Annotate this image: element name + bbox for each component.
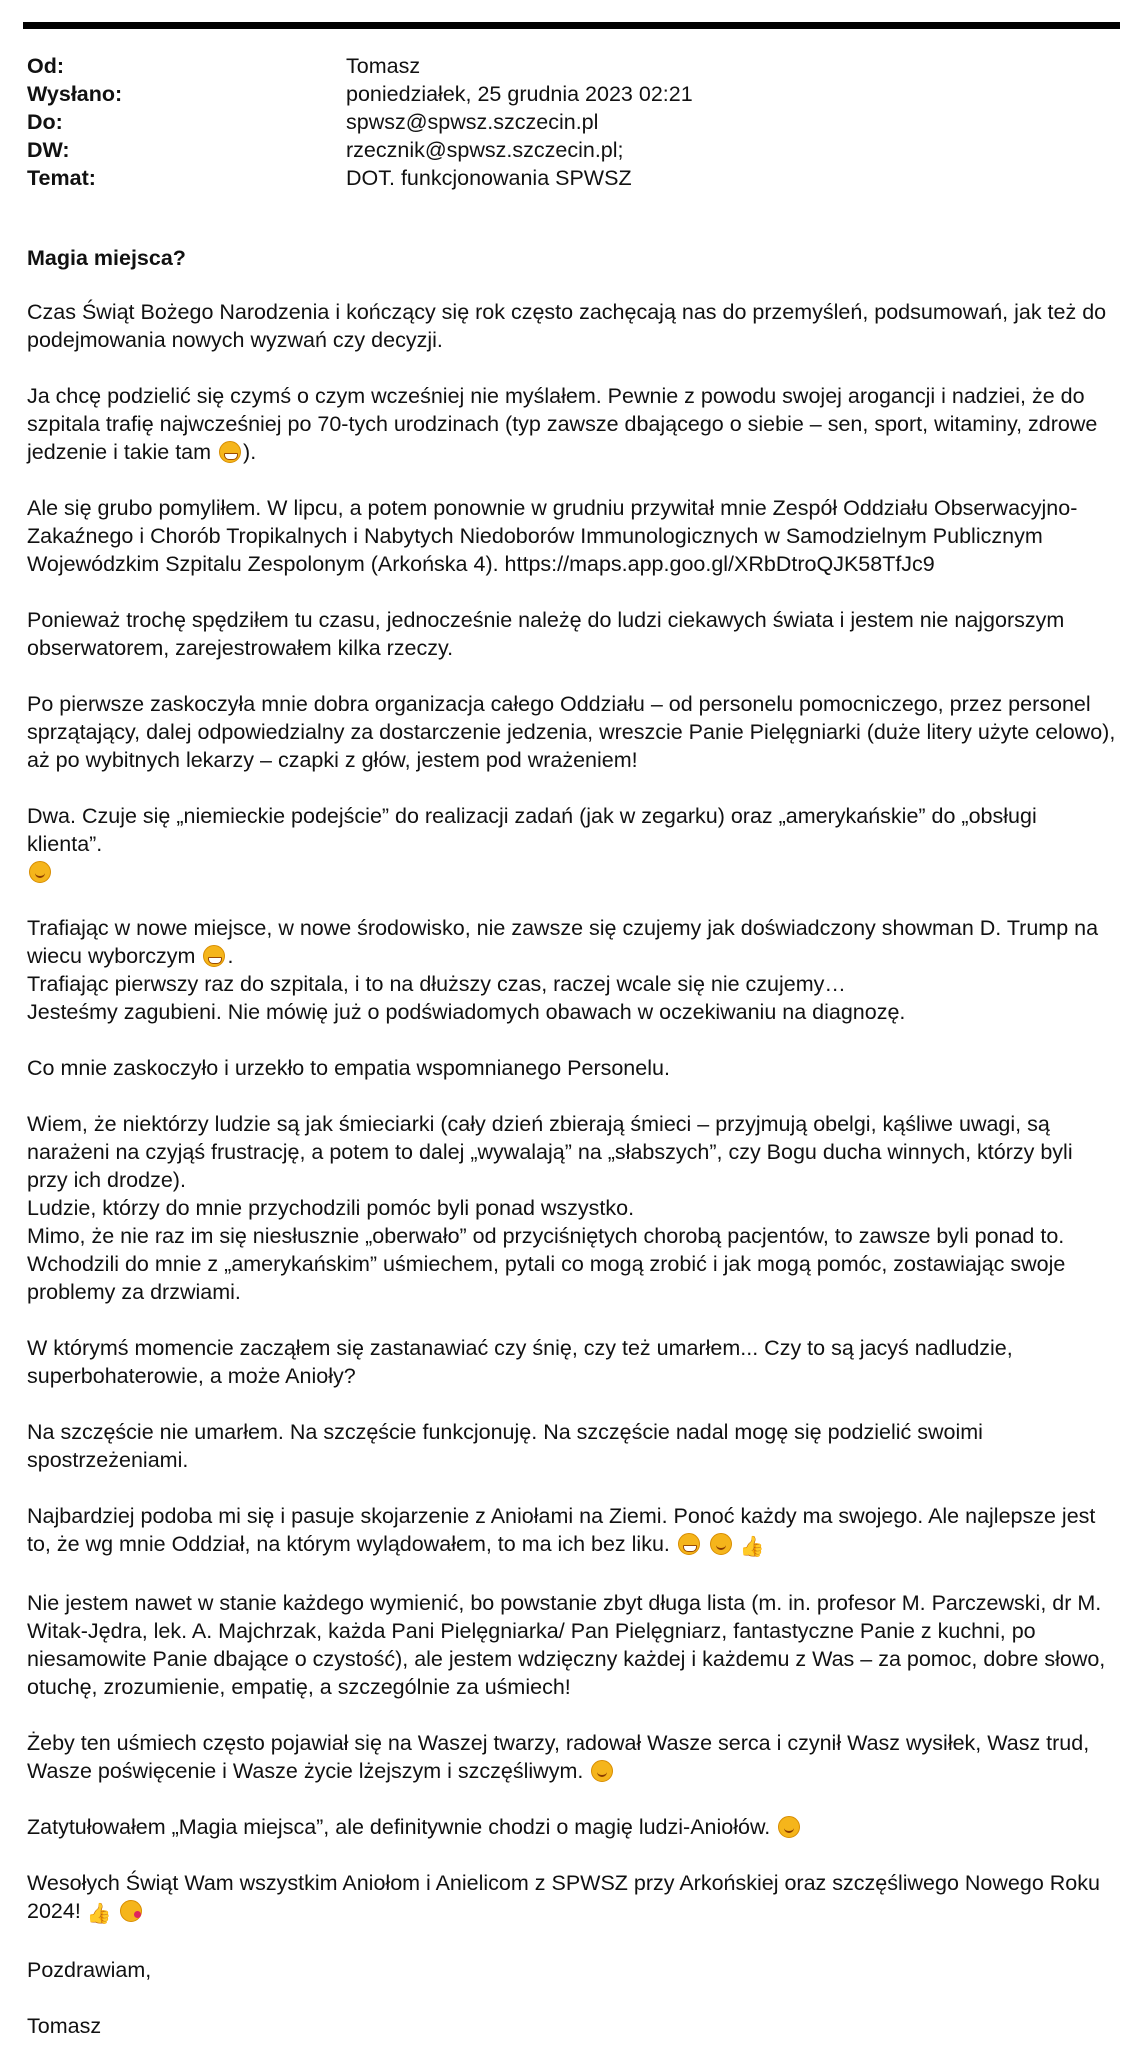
signature-text: Tomasz <box>27 2014 102 2038</box>
sent-value: poniedziałek, 25 grudnia 2023 02:21 <box>346 82 693 106</box>
smiling-face-icon <box>29 861 51 883</box>
paragraph-3 <box>27 494 1117 578</box>
grinning-face-icon <box>203 945 225 967</box>
body-title: Magia miejsca? <box>27 246 186 270</box>
from-label: Od: <box>27 54 65 78</box>
closing-text: Pozdrawiam, <box>27 1958 152 1982</box>
paragraph-16-text: Wesołych Świąt Wam wszystkim Aniołom i Anielicom z SPWSZ przy Arkońskiej oraz szczęśliwego Nowego Roku 2024! <box>27 1871 1100 1923</box>
closing <box>27 1956 1117 1984</box>
paragraph-9-line-4: Wchodzili do mnie z „amerykańskim” uśmiechem, pytali co mogą zrobić i jak mogą pomóc, zostawiając swoje problemy za drzwiami. <box>27 1252 1066 1304</box>
cc-label: DW: <box>27 138 70 162</box>
thumbs-up-icon: 👍 <box>86 1903 112 1925</box>
paragraph-4 <box>27 606 1117 662</box>
paragraph-13-text: Nie jestem nawet w stanie każdego wymienić, bo powstanie zbyt długa lista (m. in. profesor M. Parczewski, dr M. Witak-Jędra, lek. A. Majchrzak, każda Pani Pielęgniarka/ Pan Pielęgniarz, fantastyczne Panie z kuchni, po niesamowite Panie dbające o czystość), ale jestem wdzięczny każdej i każdemu z Was – za pomoc, dobre słowo, otuchę, zrozumienie, empatię, a szczególnie za uśmiech! <box>27 1591 1106 1699</box>
paragraph-7-line-3: Jesteśmy zagubieni. Nie mówię już o podświadomych obawach w oczekiwaniu na diagnozę. <box>27 1000 906 1024</box>
paragraph-14-text: Żeby ten uśmiech często pojawiał się na Waszej twarzy, radował Wasze serca i czynił Wasz wysiłek, Wasz trud, Wasze poświęcenie i Wasze życie lżejszym i szczęśliwym. <box>27 1731 1090 1783</box>
paragraph-9-line-1: Wiem, że niektórzy ludzie są jak śmieciarki (cały dzień zbierają śmieci – przyjmują obelgi, kąśliwe uwagi, są narażeni na czyjąś frustrację, a potem to dalej „wywalają” na „słabszych”, czy Bogu ducha winnych, którzy byli przy ich drodze). <box>27 1112 1073 1192</box>
to-label: Do: <box>27 110 63 134</box>
paragraph-9-line-3: Mimo, że nie raz im się niesłusznie „oberwało” od przyciśniętych chorobą pacjentów, to zawsze byli ponad to. <box>27 1224 1065 1248</box>
cc-value: rzecznik@spwsz.szczecin.pl; <box>346 138 624 162</box>
signature <box>27 2012 1117 2040</box>
paragraph-8-text: Co mnie zaskoczyło i urzekło to empatia wspomnianego Personelu. <box>27 1056 670 1080</box>
paragraph-2-end: ). <box>243 440 257 464</box>
paragraph-10 <box>27 1334 1117 1390</box>
paragraph-12 <box>27 1502 1117 1561</box>
paragraph-1-text: Czas Świąt Bożego Narodzenia i kończący się rok często zachęcają nas do przemyśleń, podsumowań, jak też do podejmowania nowych wyzwań czy decyzji. <box>27 300 1107 352</box>
paragraph-5 <box>27 690 1117 774</box>
paragraph-9-line-2: Ludzie, którzy do mnie przychodzili pomóc byli ponad wszystko. <box>27 1196 635 1220</box>
grinning-face-icon <box>678 1533 700 1555</box>
paragraph-6 <box>27 802 1117 886</box>
paragraph-12-text: Najbardziej podoba mi się i pasuje skojarzenie z Aniołami na Ziemi. Ponoć każdy ma swojego. Ale najlepsze jest to, że wg mnie Oddział, na którym wylądowałem, to ma ich bez liku. <box>27 1504 1096 1556</box>
paragraph-2-text: Ja chcę podzielić się czymś o czym wcześniej nie myślałem. Pewnie z powodu swojej arogancji i nadziei, że do szpitala trafię najwcześniej po 70-tych urodzinach (typ zawsze dbającego o siebie – sen, sport, witaminy, zdrowe jedzenie i takie tam <box>27 384 1098 464</box>
subject-label: Temat: <box>27 166 96 190</box>
face-blowing-kiss-icon <box>120 1900 142 1922</box>
paragraph-15-text: Zatytułowałem „Magia miejsca”, ale definitywnie chodzi o magię ludzi-Aniołów. <box>27 1815 771 1839</box>
grinning-face-icon <box>219 441 241 463</box>
sent-label: Wysłano: <box>27 82 123 106</box>
paragraph-16 <box>27 1869 1117 1928</box>
from-row <box>27 52 1117 80</box>
paragraph-7-text: Trafiając w nowe miejsce, w nowe środowisko, nie zawsze się czujemy jak doświadczony showman D. Trump na wiecu wyborczym <box>27 916 1099 968</box>
paragraph-13 <box>27 1589 1117 1701</box>
smiling-face-icon <box>710 1533 732 1555</box>
to-row <box>27 108 1117 136</box>
paragraph-11-text: Na szczęście nie umarłem. Na szczęście funkcjonuję. Na szczęście nadal mogę się podzielić swoimi spostrzeżeniami. <box>27 1420 983 1472</box>
header-top-rule <box>23 22 1120 29</box>
paragraph-7-line-2: Trafiając pierwszy raz do szpitala, i to na dłuższy czas, raczej wcale się nie czujemy… <box>27 972 846 996</box>
paragraph-4-text: Ponieważ trochę spędziłem tu czasu, jednocześnie należę do ludzi ciekawych świata i jestem nie najgorszym obserwatorem, zarejestrowałem kilka rzeczy. <box>27 608 1065 660</box>
paragraph-6-text: Dwa. Czuje się „niemieckie podejście” do realizacji zadań (jak w zegarku) oraz „amerykańskie” do „obsługi klienta”. <box>27 804 1037 856</box>
paragraph-9 <box>27 1110 1117 1306</box>
paragraph-8 <box>27 1054 1117 1082</box>
subject-value: DOT. funkcjonowania SPWSZ <box>346 166 632 190</box>
email-body <box>27 244 1117 2068</box>
to-value: spwsz@spwsz.szczecin.pl <box>346 110 599 134</box>
subject-row <box>27 164 1117 192</box>
paragraph-11 <box>27 1418 1117 1474</box>
paragraph-5-text: Po pierwsze zaskoczyła mnie dobra organizacja całego Oddziału – od personelu pomocniczego, przez personel sprzątający, dalej odpowiedzialny za dostarczenie jedzenia, wreszcie Panie Pielęgniarki (duże litery użyte celowo), aż po wybitnych lekarzy – czapki z głów, jestem pod wrażeniem! <box>27 692 1116 772</box>
smiling-face-icon <box>778 1816 800 1838</box>
paragraph-3-text: Ale się grubo pomyliłem. W lipcu, a potem ponownie w grudniu przywitał mnie Zespół Oddziału Obserwacyjno-Zakaźnego i Chorób Tropikalnych i Nabytych Niedoborów Immunologicznych w Samodzielnym Publicznym Wojewódzkim Szpitalu Zespolonym (Arkońska 4). https://maps.app.goo.gl/XRbDtroQJK58TfJc9 <box>27 496 1078 576</box>
paragraph-7-dot: . <box>227 944 234 968</box>
paragraph-7 <box>27 914 1117 1026</box>
cc-row <box>27 136 1117 164</box>
paragraph-10-text: W którymś momencie zacząłem się zastanawiać czy śnię, czy też umarłem... Czy to są jacyś nadludzie, superbohaterowie, a może Anioły? <box>27 1336 1013 1388</box>
paragraph-14 <box>27 1729 1117 1785</box>
paragraph-15 <box>27 1813 1117 1841</box>
paragraph-2 <box>27 382 1117 466</box>
smiling-face-icon <box>591 1760 613 1782</box>
paragraph-1 <box>27 298 1117 354</box>
thumbs-up-icon: 👍 <box>739 1536 765 1558</box>
sent-row <box>27 80 1117 108</box>
email-header <box>27 52 1117 192</box>
from-value: Tomasz <box>346 54 421 78</box>
